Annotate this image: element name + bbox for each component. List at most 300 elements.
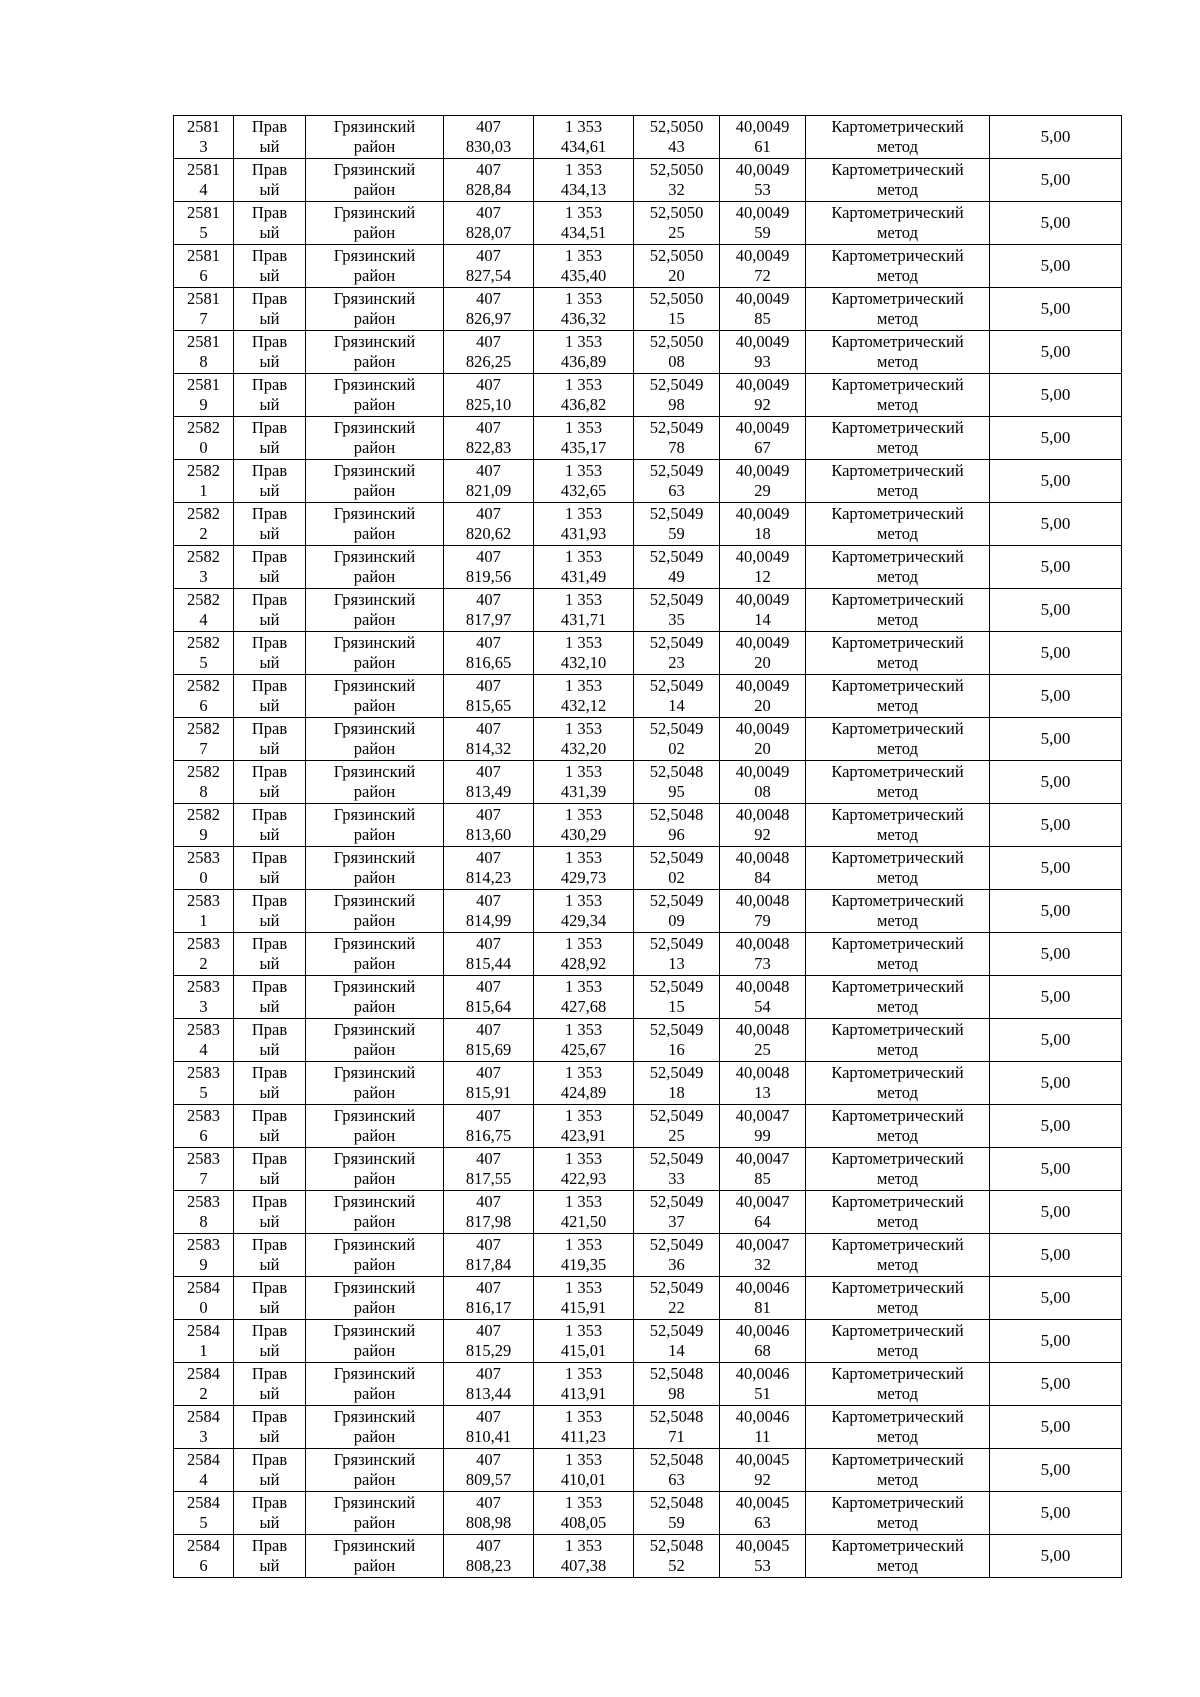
accuracy-cell: 5,00 — [990, 1535, 1122, 1578]
latitude-cell-line: 52,5049 — [649, 460, 704, 480]
y-coordinate-cell-line: 1 353 — [564, 589, 603, 609]
longitude-cell-line: 93 — [754, 352, 771, 371]
accuracy-cell: 5,00 — [990, 1406, 1122, 1449]
longitude-cell — [720, 417, 806, 460]
table-row — [174, 159, 1122, 202]
x-coordinate-cell-line: 815,44 — [465, 954, 512, 973]
longitude-cell-line: 51 — [754, 1384, 771, 1403]
district-cell-line: район — [353, 1040, 396, 1059]
district-cell-line: район — [353, 352, 396, 371]
method-cell — [806, 890, 990, 933]
latitude-cell-line: 59 — [668, 1513, 685, 1532]
y-coordinate-cell — [534, 116, 634, 159]
district-cell-line: Грязинский — [333, 804, 416, 824]
longitude-cell-line: 99 — [754, 1126, 771, 1145]
method-cell — [806, 1320, 990, 1363]
longitude-cell — [720, 1019, 806, 1062]
latitude-cell-line: 49 — [668, 567, 685, 586]
x-coordinate-cell-line: 407 — [476, 245, 501, 265]
latitude-cell-line: 52,5048 — [649, 761, 704, 781]
longitude-cell-line: 92 — [754, 825, 771, 844]
point-number-cell-line: 5 — [199, 223, 208, 242]
y-coordinate-cell — [534, 804, 634, 847]
bank-side-cell-line: Прав — [251, 202, 288, 222]
y-coordinate-cell-line: 424,89 — [560, 1083, 607, 1102]
point-number-cell-line: 6 — [199, 696, 208, 715]
accuracy-cell: 5,00 — [990, 1148, 1122, 1191]
longitude-cell-line: 40,0045 — [735, 1535, 790, 1555]
y-coordinate-cell — [534, 245, 634, 288]
latitude-cell — [634, 503, 720, 546]
longitude-cell — [720, 890, 806, 933]
bank-side-cell — [234, 761, 306, 804]
x-coordinate-cell-line: 828,84 — [465, 180, 512, 199]
latitude-cell-line: 13 — [668, 954, 685, 973]
bank-side-cell — [234, 589, 306, 632]
method-cell — [806, 1535, 990, 1578]
y-coordinate-cell-line: 430,29 — [560, 825, 607, 844]
point-number-cell-line: 9 — [199, 395, 208, 414]
y-coordinate-cell-line: 1 353 — [564, 460, 603, 480]
x-coordinate-cell-line: 407 — [476, 1019, 501, 1039]
bank-side-cell-line: Прав — [251, 1492, 288, 1512]
district-cell-line: район — [353, 1384, 396, 1403]
y-coordinate-cell-line: 1 353 — [564, 1406, 603, 1426]
longitude-cell — [720, 331, 806, 374]
longitude-cell — [720, 288, 806, 331]
bank-side-cell-line: Прав — [251, 632, 288, 652]
point-number-cell — [174, 589, 234, 632]
longitude-cell — [720, 374, 806, 417]
longitude-cell — [720, 1191, 806, 1234]
latitude-cell-line: 52,5049 — [649, 933, 704, 953]
point-number-cell-line: 2583 — [187, 847, 220, 867]
method-cell — [806, 1363, 990, 1406]
accuracy-cell: 5,00 — [990, 718, 1122, 761]
district-cell-line: Грязинский — [333, 890, 416, 910]
x-coordinate-cell-line: 407 — [476, 503, 501, 523]
x-coordinate-cell-line: 815,65 — [465, 696, 512, 715]
district-cell — [306, 632, 444, 675]
point-number-cell-line: 2582 — [187, 417, 220, 437]
longitude-cell-line: 20 — [754, 653, 771, 672]
latitude-cell-line: 52,5049 — [649, 589, 704, 609]
method-cell-line: метод — [877, 395, 918, 414]
y-coordinate-cell — [534, 1449, 634, 1492]
point-number-cell — [174, 546, 234, 589]
bank-side-cell-line: Прав — [251, 1191, 288, 1211]
point-number-cell — [174, 1277, 234, 1320]
bank-side-cell-line: Прав — [251, 1320, 288, 1340]
bank-side-cell-line: ый — [259, 180, 280, 199]
bank-side-cell-line: ый — [259, 223, 280, 242]
accuracy-cell: 5,00 — [990, 890, 1122, 933]
table-row — [174, 1320, 1122, 1363]
point-number-cell — [174, 159, 234, 202]
x-coordinate-cell — [444, 1320, 534, 1363]
latitude-cell — [634, 1191, 720, 1234]
x-coordinate-cell — [444, 1191, 534, 1234]
accuracy-cell: 5,00 — [990, 503, 1122, 546]
latitude-cell-line: 52 — [668, 1556, 685, 1575]
x-coordinate-cell — [444, 1019, 534, 1062]
y-coordinate-cell — [534, 460, 634, 503]
method-cell-line: Картометрический — [831, 589, 964, 609]
point-number-cell — [174, 847, 234, 890]
y-coordinate-cell-line: 1 353 — [564, 1492, 603, 1512]
longitude-cell-line: 25 — [754, 1040, 771, 1059]
longitude-cell — [720, 1062, 806, 1105]
bank-side-cell-line: Прав — [251, 933, 288, 953]
x-coordinate-cell — [444, 546, 534, 589]
latitude-cell — [634, 847, 720, 890]
accuracy-cell: 5,00 — [990, 675, 1122, 718]
y-coordinate-cell — [534, 1492, 634, 1535]
x-coordinate-cell-line: 407 — [476, 589, 501, 609]
district-cell — [306, 374, 444, 417]
accuracy-cell: 5,00 — [990, 1062, 1122, 1105]
point-number-cell — [174, 116, 234, 159]
x-coordinate-cell — [444, 374, 534, 417]
y-coordinate-cell-line: 411,23 — [561, 1427, 606, 1446]
point-number-cell-line: 2584 — [187, 1363, 220, 1383]
longitude-cell — [720, 589, 806, 632]
latitude-cell-line: 02 — [668, 739, 685, 758]
latitude-cell-line: 16 — [668, 1040, 685, 1059]
x-coordinate-cell-line: 407 — [476, 933, 501, 953]
point-number-cell-line: 1 — [199, 911, 208, 930]
longitude-cell-line: 92 — [754, 395, 771, 414]
bank-side-cell — [234, 1492, 306, 1535]
district-cell — [306, 890, 444, 933]
table-row — [174, 1234, 1122, 1277]
method-cell-line: метод — [877, 1083, 918, 1102]
x-coordinate-cell-line: 826,97 — [465, 309, 512, 328]
bank-side-cell-line: Прав — [251, 589, 288, 609]
bank-side-cell-line: ый — [259, 438, 280, 457]
x-coordinate-cell-line: 407 — [476, 374, 501, 394]
method-cell — [806, 374, 990, 417]
accuracy-cell: 5,00 — [990, 116, 1122, 159]
y-coordinate-cell-line: 429,73 — [560, 868, 607, 887]
point-number-cell-line: 2581 — [187, 116, 220, 136]
method-cell — [806, 761, 990, 804]
table-row — [174, 1535, 1122, 1578]
latitude-cell-line: 37 — [668, 1212, 685, 1231]
method-cell-line: метод — [877, 481, 918, 500]
y-coordinate-cell-line: 1 353 — [564, 288, 603, 308]
method-cell-line: Картометрический — [831, 1406, 964, 1426]
y-coordinate-cell-line: 410,01 — [560, 1470, 607, 1489]
district-cell-line: Грязинский — [333, 1105, 416, 1125]
point-number-cell — [174, 1363, 234, 1406]
bank-side-cell — [234, 202, 306, 245]
method-cell-line: Картометрический — [831, 546, 964, 566]
latitude-cell-line: 52,5049 — [649, 1062, 704, 1082]
district-cell — [306, 933, 444, 976]
latitude-cell — [634, 1492, 720, 1535]
latitude-cell-line: 52,5049 — [649, 417, 704, 437]
y-coordinate-cell-line: 1 353 — [564, 976, 603, 996]
district-cell — [306, 1148, 444, 1191]
method-cell-line: метод — [877, 1470, 918, 1489]
latitude-cell-line: 52,5048 — [649, 1363, 704, 1383]
longitude-cell — [720, 1535, 806, 1578]
y-coordinate-cell — [534, 1234, 634, 1277]
longitude-cell-line: 84 — [754, 868, 771, 887]
y-coordinate-cell-line: 1 353 — [564, 718, 603, 738]
longitude-cell-line: 40,0048 — [735, 1062, 790, 1082]
accuracy-cell: 5,00 — [990, 374, 1122, 417]
method-cell-line: Картометрический — [831, 374, 964, 394]
latitude-cell-line: 63 — [668, 481, 685, 500]
district-cell — [306, 159, 444, 202]
table-row — [174, 976, 1122, 1019]
point-number-cell-line: 2582 — [187, 546, 220, 566]
method-cell-line: Картометрический — [831, 288, 964, 308]
longitude-cell — [720, 245, 806, 288]
district-cell-line: район — [353, 782, 396, 801]
longitude-cell-line: 40,0046 — [735, 1277, 790, 1297]
table-row — [174, 890, 1122, 933]
table-row — [174, 1105, 1122, 1148]
point-number-cell-line: 2581 — [187, 374, 220, 394]
bank-side-cell-line: ый — [259, 266, 280, 285]
bank-side-cell-line: Прав — [251, 288, 288, 308]
bank-side-cell — [234, 718, 306, 761]
point-number-cell — [174, 933, 234, 976]
point-number-cell-line: 2584 — [187, 1406, 220, 1426]
point-number-cell-line: 6 — [199, 266, 208, 285]
district-cell-line: Грязинский — [333, 546, 416, 566]
bank-side-cell-line: ый — [259, 1040, 280, 1059]
latitude-cell-line: 52,5048 — [649, 804, 704, 824]
x-coordinate-cell-line: 817,98 — [465, 1212, 512, 1231]
longitude-cell-line: 64 — [754, 1212, 771, 1231]
district-cell — [306, 976, 444, 1019]
longitude-cell-line: 40,0045 — [735, 1492, 790, 1512]
y-coordinate-cell — [534, 1320, 634, 1363]
method-cell — [806, 589, 990, 632]
accuracy-cell: 5,00 — [990, 1492, 1122, 1535]
method-cell — [806, 1406, 990, 1449]
bank-side-cell-line: Прав — [251, 890, 288, 910]
x-coordinate-cell-line: 808,23 — [465, 1556, 512, 1575]
table-row — [174, 417, 1122, 460]
x-coordinate-cell — [444, 202, 534, 245]
point-number-cell — [174, 503, 234, 546]
bank-side-cell-line: ый — [259, 1384, 280, 1403]
x-coordinate-cell-line: 827,54 — [465, 266, 512, 285]
method-cell-line: метод — [877, 352, 918, 371]
table-row — [174, 331, 1122, 374]
method-cell-line: метод — [877, 180, 918, 199]
point-number-cell-line: 2583 — [187, 1062, 220, 1082]
y-coordinate-cell-line: 1 353 — [564, 245, 603, 265]
y-coordinate-cell — [534, 847, 634, 890]
x-coordinate-cell — [444, 1449, 534, 1492]
accuracy-cell: 5,00 — [990, 976, 1122, 1019]
latitude-cell-line: 52,5050 — [649, 159, 704, 179]
latitude-cell-line: 52,5048 — [649, 1406, 704, 1426]
longitude-cell-line: 72 — [754, 266, 771, 285]
x-coordinate-cell-line: 815,69 — [465, 1040, 512, 1059]
point-number-cell-line: 7 — [199, 1169, 208, 1188]
x-coordinate-cell — [444, 1234, 534, 1277]
longitude-cell-line: 40,0049 — [735, 546, 790, 566]
y-coordinate-cell-line: 436,89 — [560, 352, 607, 371]
x-coordinate-cell-line: 816,75 — [465, 1126, 512, 1145]
method-cell-line: Картометрический — [831, 1105, 964, 1125]
method-cell-line: Картометрический — [831, 331, 964, 351]
accuracy-cell: 5,00 — [990, 417, 1122, 460]
district-cell-line: Грязинский — [333, 116, 416, 136]
latitude-cell-line: 52,5048 — [649, 1492, 704, 1512]
latitude-cell-line: 25 — [668, 1126, 685, 1145]
bank-side-cell — [234, 976, 306, 1019]
latitude-cell-line: 52,5049 — [649, 675, 704, 695]
point-number-cell-line: 2584 — [187, 1449, 220, 1469]
longitude-cell — [720, 976, 806, 1019]
bank-side-cell-line: ый — [259, 1298, 280, 1317]
point-number-cell-line: 2582 — [187, 632, 220, 652]
district-cell-line: район — [353, 1341, 396, 1360]
y-coordinate-cell-line: 1 353 — [564, 374, 603, 394]
bank-side-cell-line: Прав — [251, 1449, 288, 1469]
method-cell-line: Картометрический — [831, 804, 964, 824]
latitude-cell-line: 52,5049 — [649, 546, 704, 566]
latitude-cell-line: 23 — [668, 653, 685, 672]
district-cell — [306, 1449, 444, 1492]
method-cell-line: метод — [877, 1126, 918, 1145]
y-coordinate-cell-line: 1 353 — [564, 1449, 603, 1469]
longitude-cell-line: 40,0047 — [735, 1234, 790, 1254]
y-coordinate-cell-line: 428,92 — [560, 954, 607, 973]
table-row — [174, 245, 1122, 288]
longitude-cell — [720, 1363, 806, 1406]
method-cell-line: метод — [877, 653, 918, 672]
latitude-cell — [634, 460, 720, 503]
longitude-cell-line: 85 — [754, 309, 771, 328]
point-number-cell — [174, 1535, 234, 1578]
y-coordinate-cell — [534, 933, 634, 976]
table-row — [174, 1019, 1122, 1062]
y-coordinate-cell-line: 423,91 — [560, 1126, 607, 1145]
table-row — [174, 933, 1122, 976]
latitude-cell-line: 52,5049 — [649, 503, 704, 523]
method-cell-line: метод — [877, 266, 918, 285]
accuracy-cell: 5,00 — [990, 1277, 1122, 1320]
x-coordinate-cell-line: 814,99 — [465, 911, 512, 930]
x-coordinate-cell — [444, 1148, 534, 1191]
method-cell-line: метод — [877, 696, 918, 715]
y-coordinate-cell-line: 1 353 — [564, 331, 603, 351]
district-cell-line: Грязинский — [333, 1234, 416, 1254]
longitude-cell — [720, 1449, 806, 1492]
x-coordinate-cell-line: 820,62 — [465, 524, 512, 543]
bank-side-cell-line: ый — [259, 524, 280, 543]
longitude-cell-line: 61 — [754, 137, 771, 156]
method-cell — [806, 288, 990, 331]
y-coordinate-cell-line: 1 353 — [564, 675, 603, 695]
longitude-cell-line: 40,0049 — [735, 288, 790, 308]
district-cell-line: Грязинский — [333, 331, 416, 351]
district-cell-line: район — [353, 1083, 396, 1102]
bank-side-cell — [234, 1148, 306, 1191]
method-cell-line: Картометрический — [831, 1277, 964, 1297]
latitude-cell — [634, 976, 720, 1019]
point-number-cell-line: 5 — [199, 653, 208, 672]
x-coordinate-cell — [444, 1492, 534, 1535]
x-coordinate-cell-line: 407 — [476, 116, 501, 136]
y-coordinate-cell-line: 419,35 — [560, 1255, 607, 1274]
method-cell-line: Картометрический — [831, 1492, 964, 1512]
district-cell — [306, 1191, 444, 1234]
latitude-cell — [634, 675, 720, 718]
district-cell-line: район — [353, 1212, 396, 1231]
longitude-cell — [720, 1320, 806, 1363]
point-number-cell — [174, 1320, 234, 1363]
bank-side-cell-line: Прав — [251, 1363, 288, 1383]
accuracy-cell: 5,00 — [990, 847, 1122, 890]
bank-side-cell-line: ый — [259, 1513, 280, 1532]
longitude-cell-line: 40,0047 — [735, 1191, 790, 1211]
x-coordinate-cell-line: 407 — [476, 1148, 501, 1168]
longitude-cell — [720, 761, 806, 804]
point-number-cell-line: 9 — [199, 825, 208, 844]
latitude-cell — [634, 1320, 720, 1363]
point-number-cell-line: 2582 — [187, 718, 220, 738]
point-number-cell-line: 0 — [199, 1298, 208, 1317]
point-number-cell-line: 3 — [199, 137, 208, 156]
y-coordinate-cell — [534, 761, 634, 804]
bank-side-cell-line: Прав — [251, 718, 288, 738]
method-cell-line: метод — [877, 524, 918, 543]
y-coordinate-cell — [534, 503, 634, 546]
district-cell — [306, 417, 444, 460]
y-coordinate-cell — [534, 976, 634, 1019]
longitude-cell-line: 29 — [754, 481, 771, 500]
accuracy-cell: 5,00 — [990, 202, 1122, 245]
table-row — [174, 1363, 1122, 1406]
longitude-cell-line: 40,0049 — [735, 503, 790, 523]
district-cell-line: Грязинский — [333, 976, 416, 996]
y-coordinate-cell — [534, 1062, 634, 1105]
district-cell — [306, 589, 444, 632]
longitude-cell-line: 40,0046 — [735, 1406, 790, 1426]
bank-side-cell-line: ый — [259, 653, 280, 672]
latitude-cell-line: 52,5049 — [649, 1234, 704, 1254]
longitude-cell-line: 68 — [754, 1341, 771, 1360]
accuracy-cell: 5,00 — [990, 1320, 1122, 1363]
latitude-cell — [634, 159, 720, 202]
method-cell — [806, 202, 990, 245]
point-number-cell-line: 2581 — [187, 159, 220, 179]
x-coordinate-cell — [444, 1363, 534, 1406]
latitude-cell — [634, 589, 720, 632]
latitude-cell-line: 52,5050 — [649, 288, 704, 308]
method-cell-line: Картометрический — [831, 1535, 964, 1555]
bank-side-cell-line: Прав — [251, 1234, 288, 1254]
point-number-cell — [174, 890, 234, 933]
longitude-cell-line: 11 — [754, 1427, 771, 1446]
longitude-cell-line: 40,0049 — [735, 116, 790, 136]
x-coordinate-cell-line: 407 — [476, 159, 501, 179]
method-cell — [806, 460, 990, 503]
longitude-cell-line: 73 — [754, 954, 771, 973]
bank-side-cell-line: ый — [259, 137, 280, 156]
x-coordinate-cell-line: 821,09 — [465, 481, 512, 500]
